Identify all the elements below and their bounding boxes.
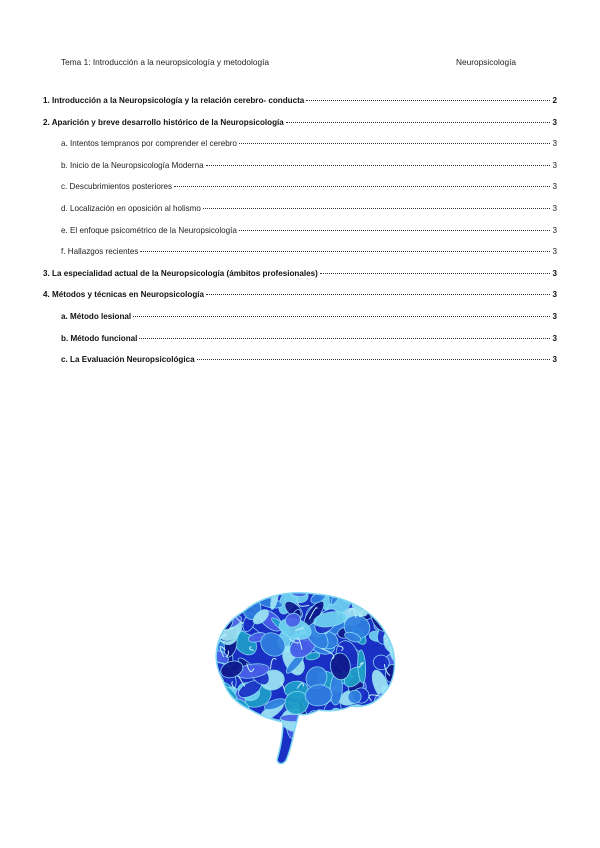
toc-leader-dots bbox=[203, 208, 551, 209]
brain-fold-line bbox=[206, 696, 210, 706]
toc-entry-page: 3 bbox=[552, 268, 557, 278]
brain-tile bbox=[210, 611, 224, 627]
brain-fold-line bbox=[207, 588, 214, 593]
toc-entry-page: 3 bbox=[552, 139, 557, 149]
toc-leader-dots bbox=[286, 122, 551, 123]
toc-leader-dots bbox=[206, 294, 550, 295]
brain-fold-line bbox=[229, 601, 233, 615]
brain-fold-line bbox=[221, 702, 233, 709]
brain-tile bbox=[372, 711, 395, 733]
toc-entry-label: a. Intentos tempranos por comprender el cerebro bbox=[61, 139, 237, 149]
brain-tile bbox=[205, 612, 222, 635]
toc-subentry[interactable] bbox=[43, 182, 557, 204]
brain-tile bbox=[362, 706, 391, 736]
brain-fold-line bbox=[385, 692, 399, 694]
toc-entry-page: 3 bbox=[552, 225, 557, 235]
brain-tile bbox=[379, 588, 399, 598]
toc-leader-dots bbox=[239, 230, 551, 231]
toc-subentry[interactable] bbox=[43, 247, 557, 269]
page-header bbox=[61, 57, 516, 67]
brain-tile bbox=[358, 588, 382, 604]
toc-subentry[interactable] bbox=[43, 139, 557, 161]
brain-tile bbox=[211, 599, 228, 623]
toc-leader-dots bbox=[206, 165, 551, 166]
toc-entry-page: 3 bbox=[552, 355, 557, 365]
toc-entry-label: f. Hallazgos recientes bbox=[61, 247, 139, 257]
toc-entry[interactable] bbox=[43, 269, 557, 291]
toc-leader-dots bbox=[133, 316, 550, 317]
toc-entry-label: c. Descubrimientos posteriores bbox=[61, 182, 173, 192]
toc-entry[interactable] bbox=[43, 118, 557, 140]
brain-tile bbox=[203, 684, 220, 711]
brain-tile bbox=[215, 602, 233, 631]
header-subject: Neuropsicología bbox=[456, 57, 516, 67]
brain-tile bbox=[213, 701, 233, 720]
brain-tile bbox=[203, 601, 216, 626]
brain-tile bbox=[212, 591, 227, 604]
toc-entry[interactable] bbox=[43, 290, 557, 312]
toc-subentry[interactable] bbox=[43, 226, 557, 248]
toc-entry-page: 3 bbox=[552, 311, 557, 321]
toc-entry-label: c. La Evaluación Neuropsicológica bbox=[61, 355, 195, 365]
brain-fold-line bbox=[353, 588, 366, 597]
toc-entry-page: 3 bbox=[552, 290, 557, 300]
toc-entry-page: 2 bbox=[552, 96, 557, 105]
toc-subentry[interactable] bbox=[43, 204, 557, 226]
toc-entry-label: 2. Aparición y breve desarrollo histórico de la Neuropsicología bbox=[43, 117, 284, 127]
toc-entry-label: 3. La especialidad actual de la Neuropsicología (ámbitos profesionales) bbox=[43, 268, 318, 278]
brain-tile bbox=[210, 597, 226, 609]
brain-tile bbox=[203, 713, 216, 738]
brain-illustration bbox=[203, 588, 399, 768]
brain-tile bbox=[385, 704, 399, 722]
brain-tile bbox=[368, 593, 398, 616]
brain-tile bbox=[213, 588, 245, 607]
brain-tile bbox=[319, 709, 338, 730]
brain-fold-line bbox=[396, 679, 399, 682]
brain-tile bbox=[386, 588, 399, 615]
brain-tile bbox=[206, 697, 232, 724]
header-topic: Tema 1: Introducción a la neuropsicología y metodología bbox=[61, 57, 270, 67]
brain-tile bbox=[203, 627, 214, 644]
toc-leader-dots bbox=[174, 186, 550, 187]
toc-leader-dots bbox=[139, 338, 550, 339]
brain-tile bbox=[204, 588, 234, 606]
toc-subentry[interactable] bbox=[43, 355, 557, 377]
toc-entry-page: 3 bbox=[552, 203, 557, 213]
brain-fold-line bbox=[254, 591, 258, 595]
brain-fold-line bbox=[382, 603, 393, 610]
toc-entry-label: e. El enfoque psicométrico de la Neuropsicología bbox=[61, 225, 237, 235]
toc-entry-page: 3 bbox=[552, 117, 557, 127]
toc-leader-dots bbox=[197, 359, 551, 360]
toc-entry-page: 3 bbox=[552, 333, 557, 343]
toc-leader-dots bbox=[306, 100, 550, 101]
toc-entry-page: 3 bbox=[552, 160, 557, 170]
toc-entry-label: d. Localización en oposición al holismo bbox=[61, 203, 201, 213]
brain-fold-line bbox=[350, 717, 355, 721]
toc-subentry[interactable] bbox=[43, 161, 557, 183]
brain-tile bbox=[212, 703, 241, 725]
brain-tile bbox=[211, 588, 235, 602]
toc-subentry[interactable] bbox=[43, 334, 557, 356]
toc-entry-label: 1. Introducción a la Neuropsicología y la relación cerebro- conducta bbox=[43, 96, 305, 105]
toc-leader-dots bbox=[239, 143, 551, 144]
brain-tile bbox=[203, 645, 210, 667]
toc-entry-page: 3 bbox=[552, 247, 557, 257]
brain-tile bbox=[387, 606, 399, 619]
brain-fold-line bbox=[356, 726, 366, 738]
brain-tile bbox=[217, 588, 255, 606]
brain-tile bbox=[208, 589, 239, 605]
table-of-contents bbox=[43, 96, 557, 377]
brain-fold-line bbox=[385, 700, 393, 710]
brain-tile bbox=[357, 710, 378, 734]
brain-tile bbox=[203, 680, 218, 708]
brain-tile bbox=[217, 602, 232, 618]
brain-tile bbox=[371, 592, 387, 614]
toc-entry-label: b. Método funcional bbox=[61, 333, 138, 343]
toc-entry-label: 4. Métodos y técnicas en Neuropsicología bbox=[43, 290, 205, 300]
brain-fold-line bbox=[203, 672, 210, 678]
toc-entry-label: b. Inicio de la Neuropsicología Moderna bbox=[61, 160, 204, 170]
toc-leader-dots bbox=[140, 251, 550, 252]
toc-entry[interactable] bbox=[43, 96, 557, 118]
brain-tile bbox=[203, 665, 217, 682]
brain-tile bbox=[203, 607, 221, 628]
toc-leader-dots bbox=[320, 273, 551, 274]
brain-tile bbox=[203, 628, 218, 648]
brain-icon bbox=[203, 588, 399, 768]
brain-tile bbox=[208, 699, 239, 736]
toc-subentry[interactable] bbox=[43, 312, 557, 334]
toc-entry-page: 3 bbox=[552, 182, 557, 192]
toc-entry-label: a. Método lesional bbox=[61, 311, 132, 321]
brain-tile bbox=[207, 709, 231, 727]
